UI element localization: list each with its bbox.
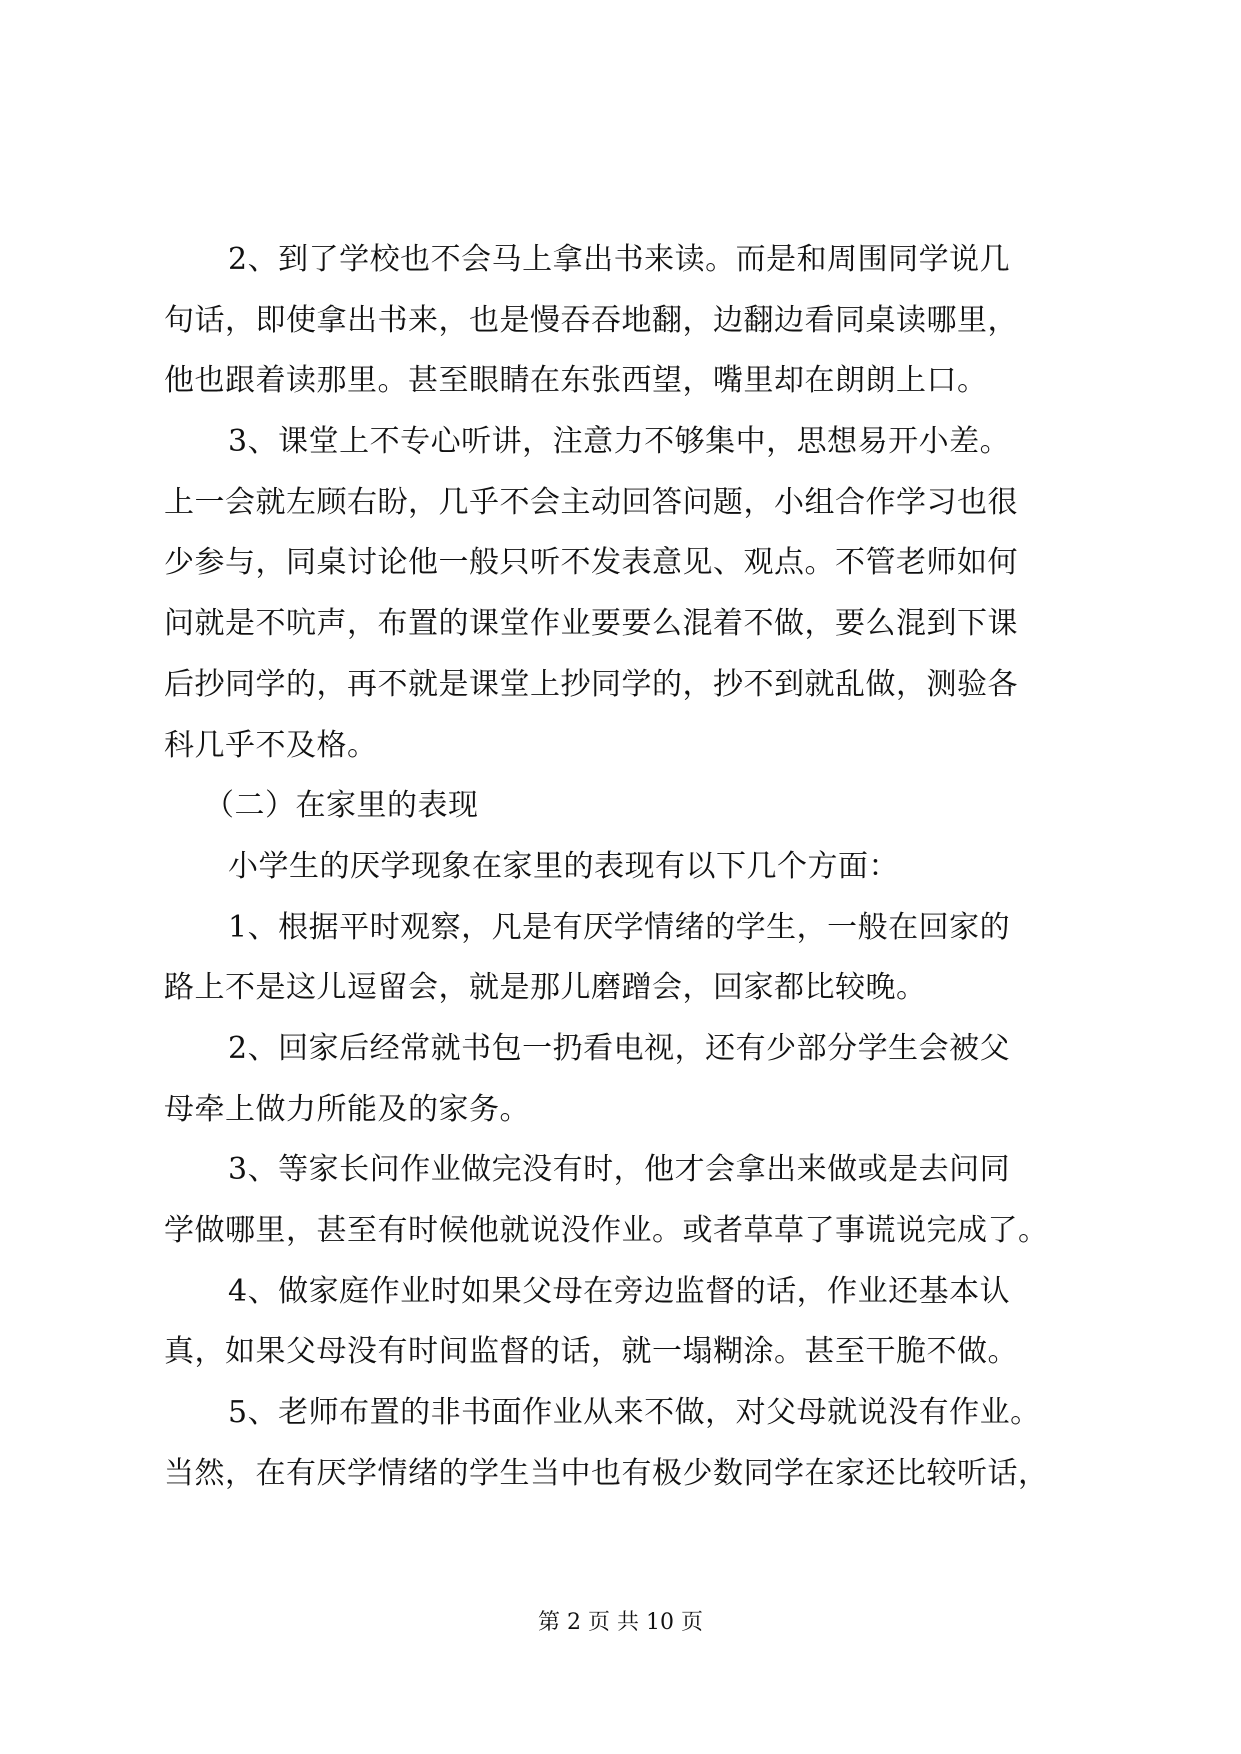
text-line: 学做哪里，甚至有时候他就说没作业。或者草草了事谎说完成了。 <box>164 1213 1049 1248</box>
body-text <box>164 230 1088 1504</box>
text-line: 少参与，同桌讨论他一般只听不发表意见、观点。不管老师如何 <box>164 545 1018 581</box>
section-heading: （二）在家里的表现 <box>204 788 479 824</box>
text-line: 上一会就左顾右盼，几乎不会主动回答问题，小组合作学习也很 <box>164 484 1018 520</box>
text-line: 问就是不吭声，布置的课堂作业要要么混着不做，要么混到下课 <box>164 606 1018 642</box>
text-line: 1、根据平时观察，凡是有厌学情绪的学生，一般在回家的 <box>228 909 1011 945</box>
text-line: 句话，即使拿出书来，也是慢吞吞地翻，边翻边看同桌读哪里， <box>164 302 1018 338</box>
page-number-footer: 第 2 页 共 10 页 <box>538 1610 703 1635</box>
text-line: 他也跟着读那里。甚至眼睛在东张西望，嘴里却在朗朗上口。 <box>164 363 988 399</box>
text-line: 2、到了学校也不会马上拿出书来读。而是和周围同学说几 <box>228 242 1011 277</box>
text-line: 后抄同学的，再不就是课堂上抄同学的，抄不到就乱做，测验各 <box>164 666 1018 702</box>
text-line: 3、课堂上不专心听讲，注意力不够集中，思想易开小差。 <box>228 424 1011 460</box>
text-line: 5、老师布置的非书面作业从来不做，对父母就说没有作业。 <box>228 1395 1041 1431</box>
text-line: 路上不是这儿逗留会，就是那儿磨蹭会，回家都比较晚。 <box>164 970 927 1006</box>
text-line: 小学生的厌学现象在家里的表现有以下几个方面： <box>228 848 899 884</box>
text-line: 科几乎不及格。 <box>164 727 378 763</box>
text-line: 4、做家庭作业时如果父母在旁边监督的话，作业还基本认 <box>228 1273 1011 1309</box>
text-line: 真，如果父母没有时间监督的话，就一塌糊涂。甚至干脆不做。 <box>164 1334 1018 1370</box>
text-line: 当然，在有厌学情绪的学生当中也有极少数同学在家还比较听话， <box>164 1455 1049 1491</box>
text-line: 2、回家后经常就书包一扔看电视，还有少部分学生会被父 <box>228 1030 1011 1066</box>
text-line: 母牵上做力所能及的家务。 <box>164 1091 530 1127</box>
text-line: 3、等家长问作业做完没有时，他才会拿出来做或是去问同 <box>228 1152 1011 1188</box>
